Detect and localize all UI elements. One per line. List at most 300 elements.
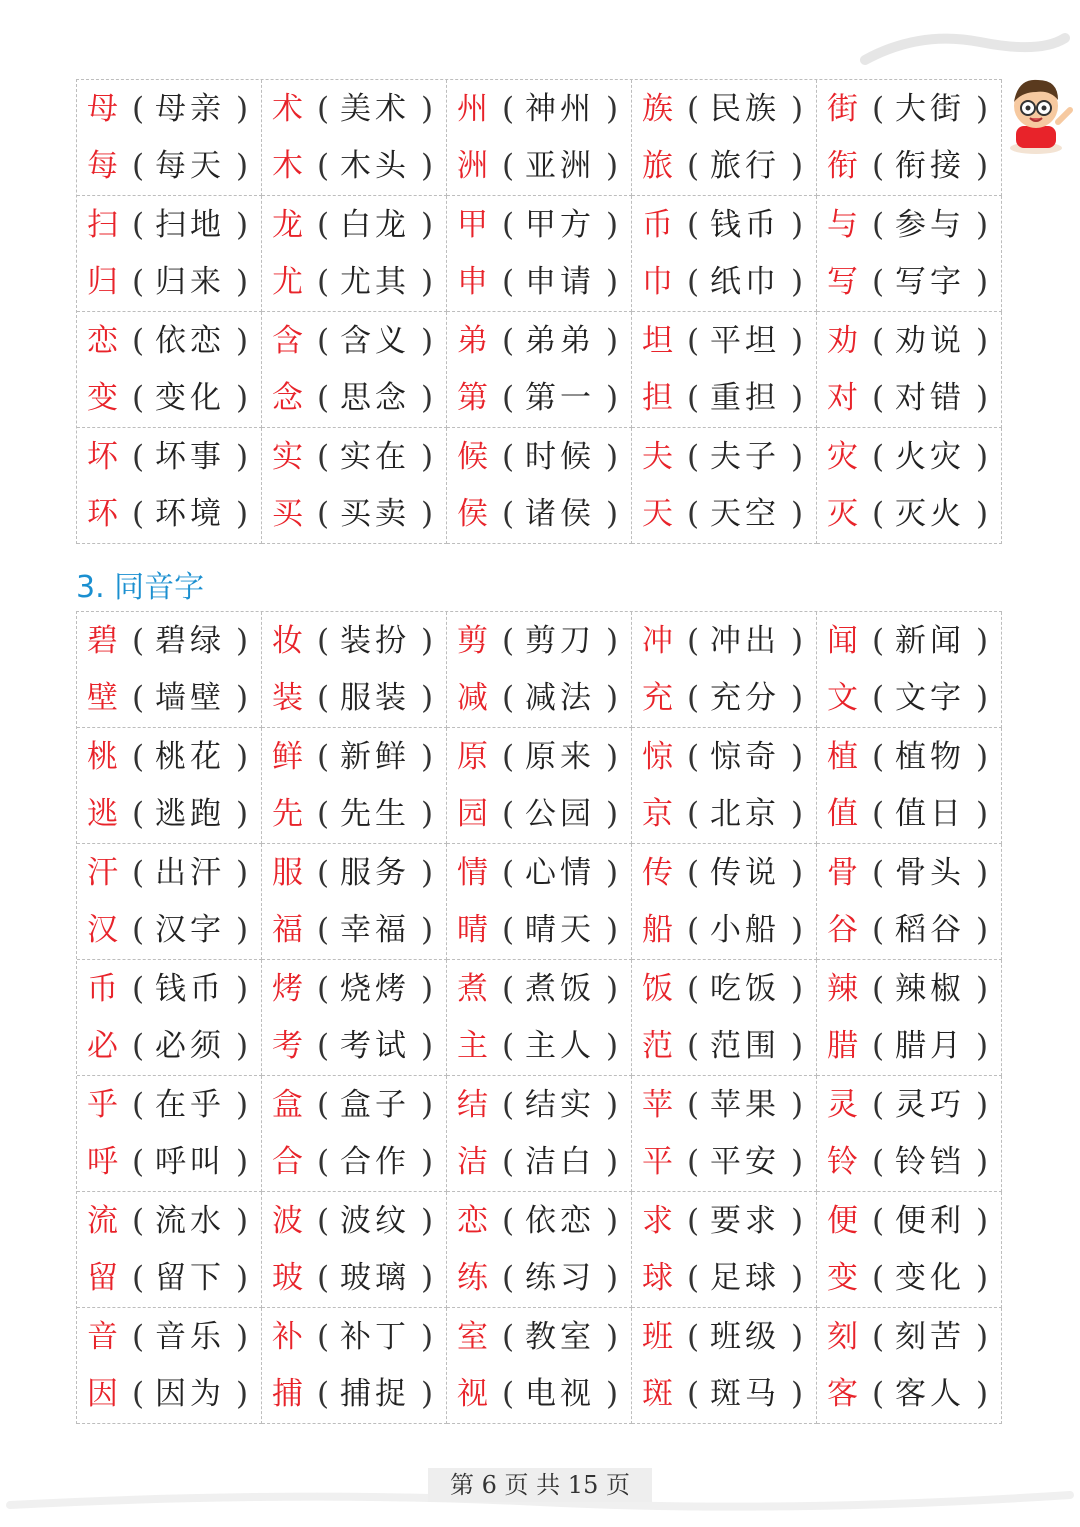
word-entry [642, 146, 816, 186]
target-character: 合 [272, 1144, 303, 1181]
open-paren: ( [316, 1376, 330, 1413]
word-entry [272, 89, 446, 129]
close-paren: ) [235, 680, 249, 717]
target-character: 求 [642, 1202, 673, 1239]
close-paren: ) [235, 148, 249, 185]
close-paren: ) [420, 796, 434, 833]
word-entry [642, 1317, 816, 1357]
close-paren: ) [420, 1028, 434, 1065]
example-word: 冲出 [710, 622, 780, 659]
close-paren: ) [605, 1260, 619, 1297]
word-entry [827, 969, 1001, 1009]
word-entry [272, 1317, 446, 1357]
target-character: 范 [642, 1028, 673, 1065]
example-word: 考试 [340, 1028, 410, 1065]
open-paren: ( [316, 496, 330, 533]
target-character: 坦 [642, 322, 673, 359]
example-word: 波纹 [340, 1202, 410, 1239]
close-paren: ) [420, 264, 434, 301]
target-character: 每 [87, 148, 118, 185]
example-word: 吃饭 [710, 970, 780, 1007]
close-paren: ) [790, 1144, 804, 1181]
open-paren: ( [871, 90, 885, 127]
word-entry [87, 621, 261, 661]
target-character: 候 [457, 438, 488, 475]
word-entry [642, 1142, 816, 1182]
close-paren: ) [605, 1318, 619, 1355]
open-paren: ( [131, 148, 145, 185]
open-paren: ( [316, 970, 330, 1007]
close-paren: ) [605, 1202, 619, 1239]
target-character: 饭 [642, 970, 673, 1007]
word-entry [87, 89, 261, 129]
word-cell [817, 1076, 1002, 1192]
example-word: 钱币 [155, 970, 225, 1007]
open-paren: ( [501, 148, 515, 185]
example-word: 装扮 [340, 622, 410, 659]
example-word: 辣椒 [895, 970, 965, 1007]
example-word: 平安 [710, 1144, 780, 1181]
example-word: 母亲 [155, 90, 225, 127]
example-word: 班级 [710, 1318, 780, 1355]
open-paren: ( [501, 738, 515, 775]
word-cell [632, 428, 817, 544]
close-paren: ) [605, 148, 619, 185]
word-entry [457, 321, 631, 361]
open-paren: ( [871, 1260, 885, 1297]
target-character: 桃 [87, 738, 118, 775]
word-cell [817, 1192, 1002, 1308]
example-word: 教室 [525, 1318, 595, 1355]
close-paren: ) [420, 148, 434, 185]
example-word: 小船 [710, 912, 780, 949]
target-character: 平 [642, 1144, 673, 1181]
word-cell [447, 728, 632, 844]
open-paren: ( [501, 912, 515, 949]
example-word: 弟弟 [525, 322, 595, 359]
example-word: 合作 [340, 1144, 410, 1181]
target-character: 波 [272, 1202, 303, 1239]
open-paren: ( [871, 264, 885, 301]
word-cell [447, 612, 632, 728]
open-paren: ( [871, 970, 885, 1007]
example-word: 洁白 [525, 1144, 595, 1181]
target-character: 腊 [827, 1028, 858, 1065]
close-paren: ) [420, 1376, 434, 1413]
target-character: 植 [827, 738, 858, 775]
example-word: 盒子 [340, 1086, 410, 1123]
example-word: 亚洲 [525, 148, 595, 185]
word-cell [77, 960, 262, 1076]
word-cell [632, 960, 817, 1076]
word-entry [642, 89, 816, 129]
page-number: 第 6 页 共 15 页 [428, 1468, 652, 1502]
target-character: 煮 [457, 970, 488, 1007]
close-paren: ) [975, 496, 989, 533]
open-paren: ( [686, 912, 700, 949]
target-character: 留 [87, 1260, 118, 1297]
word-entry [457, 494, 631, 534]
example-word: 斑马 [710, 1376, 780, 1413]
word-entry [827, 737, 1001, 777]
target-character: 街 [827, 90, 858, 127]
word-entry [827, 621, 1001, 661]
word-cell [632, 1076, 817, 1192]
word-entry [827, 89, 1001, 129]
target-character: 文 [827, 680, 858, 717]
example-word: 出汗 [155, 854, 225, 891]
target-character: 坏 [87, 438, 118, 475]
target-character: 情 [457, 854, 488, 891]
close-paren: ) [975, 380, 989, 417]
open-paren: ( [316, 854, 330, 891]
word-cell [817, 312, 1002, 428]
word-entry [87, 321, 261, 361]
example-word: 文字 [895, 680, 965, 717]
word-entry [642, 437, 816, 477]
open-paren: ( [871, 1202, 885, 1239]
example-word: 留下 [155, 1260, 225, 1297]
word-cell [77, 196, 262, 312]
word-entry [827, 146, 1001, 186]
example-word: 先生 [340, 796, 410, 833]
close-paren: ) [605, 380, 619, 417]
word-entry [642, 205, 816, 245]
word-entry [87, 1201, 261, 1241]
word-entry [272, 1026, 446, 1066]
close-paren: ) [975, 1260, 989, 1297]
close-paren: ) [235, 322, 249, 359]
target-character: 灵 [827, 1086, 858, 1123]
open-paren: ( [316, 438, 330, 475]
target-character: 考 [272, 1028, 303, 1065]
word-entry [87, 737, 261, 777]
close-paren: ) [420, 738, 434, 775]
target-character: 视 [457, 1376, 488, 1413]
close-paren: ) [605, 912, 619, 949]
example-word: 劝说 [895, 322, 965, 359]
open-paren: ( [871, 1086, 885, 1123]
target-character: 写 [827, 264, 858, 301]
close-paren: ) [235, 738, 249, 775]
target-character: 烤 [272, 970, 303, 1007]
example-word: 旅行 [710, 148, 780, 185]
target-character: 旅 [642, 148, 673, 185]
word-cell [262, 612, 447, 728]
target-character: 申 [457, 264, 488, 301]
close-paren: ) [420, 322, 434, 359]
example-word: 变化 [155, 380, 225, 417]
close-paren: ) [790, 90, 804, 127]
word-entry [272, 146, 446, 186]
close-paren: ) [975, 90, 989, 127]
example-word: 服装 [340, 680, 410, 717]
word-cell [262, 428, 447, 544]
open-paren: ( [686, 264, 700, 301]
word-entry [827, 437, 1001, 477]
close-paren: ) [975, 438, 989, 475]
close-paren: ) [790, 322, 804, 359]
word-entry [457, 437, 631, 477]
word-cell [77, 312, 262, 428]
word-cell [447, 312, 632, 428]
target-character: 归 [87, 264, 118, 301]
close-paren: ) [420, 1144, 434, 1181]
word-entry [87, 1026, 261, 1066]
open-paren: ( [686, 1202, 700, 1239]
example-word: 苹果 [710, 1086, 780, 1123]
open-paren: ( [686, 322, 700, 359]
word-cell [817, 1308, 1002, 1424]
target-character: 变 [87, 380, 118, 417]
word-entry [87, 262, 261, 302]
open-paren: ( [686, 1260, 700, 1297]
word-entry [272, 969, 446, 1009]
close-paren: ) [420, 206, 434, 243]
word-entry [457, 1374, 631, 1414]
word-cell [77, 80, 262, 196]
close-paren: ) [420, 1260, 434, 1297]
target-character: 刻 [827, 1318, 858, 1355]
close-paren: ) [790, 970, 804, 1007]
example-word: 墙壁 [155, 680, 225, 717]
word-cell [262, 960, 447, 1076]
open-paren: ( [871, 680, 885, 717]
open-paren: ( [316, 1202, 330, 1239]
target-character: 班 [642, 1318, 673, 1355]
target-character: 术 [272, 90, 303, 127]
example-word: 电视 [525, 1376, 595, 1413]
example-word: 客人 [895, 1376, 965, 1413]
target-character: 剪 [457, 622, 488, 659]
open-paren: ( [316, 622, 330, 659]
word-entry [272, 321, 446, 361]
open-paren: ( [131, 796, 145, 833]
word-entry [827, 678, 1001, 718]
target-character: 巾 [642, 264, 673, 301]
example-word: 买卖 [340, 496, 410, 533]
polyphonic-grid [76, 79, 1002, 544]
close-paren: ) [975, 206, 989, 243]
close-paren: ) [235, 1202, 249, 1239]
word-cell [632, 196, 817, 312]
close-paren: ) [235, 1144, 249, 1181]
word-cell [817, 960, 1002, 1076]
open-paren: ( [316, 90, 330, 127]
word-entry [642, 678, 816, 718]
target-character: 灭 [827, 496, 858, 533]
open-paren: ( [316, 264, 330, 301]
target-character: 木 [272, 148, 303, 185]
close-paren: ) [420, 496, 434, 533]
close-paren: ) [975, 1086, 989, 1123]
word-entry [272, 205, 446, 245]
word-entry [827, 1317, 1001, 1357]
word-entry [87, 205, 261, 245]
word-entry [87, 853, 261, 893]
word-cell [262, 844, 447, 960]
example-word: 逃跑 [155, 796, 225, 833]
word-entry [642, 1201, 816, 1241]
target-character: 谷 [827, 912, 858, 949]
word-entry [642, 737, 816, 777]
close-paren: ) [790, 1260, 804, 1297]
example-word: 晴天 [525, 912, 595, 949]
word-entry [272, 1201, 446, 1241]
word-entry [827, 910, 1001, 950]
word-cell [262, 1308, 447, 1424]
word-entry [457, 910, 631, 950]
word-cell [632, 1308, 817, 1424]
word-cell [77, 1192, 262, 1308]
target-character: 必 [87, 1028, 118, 1065]
target-character: 玻 [272, 1260, 303, 1297]
close-paren: ) [420, 970, 434, 1007]
close-paren: ) [605, 1144, 619, 1181]
example-word: 原来 [525, 738, 595, 775]
open-paren: ( [686, 1086, 700, 1123]
example-word: 减法 [525, 680, 595, 717]
word-entry [272, 737, 446, 777]
example-word: 依恋 [525, 1202, 595, 1239]
example-word: 参与 [895, 206, 965, 243]
word-entry [272, 1142, 446, 1182]
close-paren: ) [605, 680, 619, 717]
word-entry [87, 794, 261, 834]
open-paren: ( [131, 970, 145, 1007]
target-character: 室 [457, 1318, 488, 1355]
close-paren: ) [420, 1086, 434, 1123]
example-word: 传说 [710, 854, 780, 891]
target-character: 担 [642, 380, 673, 417]
word-cell [447, 960, 632, 1076]
example-word: 第一 [525, 380, 595, 417]
open-paren: ( [501, 264, 515, 301]
target-character: 音 [87, 1318, 118, 1355]
example-word: 要求 [710, 1202, 780, 1239]
example-word: 在乎 [155, 1086, 225, 1123]
example-word: 骨头 [895, 854, 965, 891]
example-word: 扫地 [155, 206, 225, 243]
target-character: 尤 [272, 264, 303, 301]
close-paren: ) [605, 622, 619, 659]
word-entry [457, 1201, 631, 1241]
target-character: 练 [457, 1260, 488, 1297]
close-paren: ) [605, 90, 619, 127]
target-character: 环 [87, 496, 118, 533]
target-character: 减 [457, 680, 488, 717]
word-cell [262, 1076, 447, 1192]
target-character: 妆 [272, 622, 303, 659]
close-paren: ) [975, 912, 989, 949]
target-character: 侯 [457, 496, 488, 533]
close-paren: ) [975, 1376, 989, 1413]
target-character: 灾 [827, 438, 858, 475]
target-character: 充 [642, 680, 673, 717]
open-paren: ( [501, 1144, 515, 1181]
open-paren: ( [686, 496, 700, 533]
word-entry [87, 437, 261, 477]
close-paren: ) [975, 1202, 989, 1239]
open-paren: ( [501, 796, 515, 833]
example-word: 变化 [895, 1260, 965, 1297]
target-character: 币 [87, 970, 118, 1007]
word-entry [457, 621, 631, 661]
target-character: 鲜 [272, 738, 303, 775]
close-paren: ) [605, 438, 619, 475]
word-entry [457, 262, 631, 302]
target-character: 流 [87, 1202, 118, 1239]
example-word: 每天 [155, 148, 225, 185]
open-paren: ( [131, 496, 145, 533]
target-character: 洁 [457, 1144, 488, 1181]
word-cell [817, 728, 1002, 844]
close-paren: ) [790, 738, 804, 775]
word-entry [272, 378, 446, 418]
example-word: 值日 [895, 796, 965, 833]
open-paren: ( [316, 380, 330, 417]
example-word: 钱币 [710, 206, 780, 243]
close-paren: ) [975, 1318, 989, 1355]
example-word: 范围 [710, 1028, 780, 1065]
open-paren: ( [316, 796, 330, 833]
example-word: 白龙 [340, 206, 410, 243]
word-cell [77, 844, 262, 960]
word-entry [642, 1258, 816, 1298]
word-entry [642, 969, 816, 1009]
open-paren: ( [871, 1028, 885, 1065]
word-entry [642, 321, 816, 361]
example-word: 申请 [525, 264, 595, 301]
open-paren: ( [501, 1376, 515, 1413]
open-paren: ( [686, 970, 700, 1007]
example-word: 烧烤 [340, 970, 410, 1007]
example-word: 公园 [525, 796, 595, 833]
word-entry [642, 1374, 816, 1414]
close-paren: ) [790, 1318, 804, 1355]
target-character: 对 [827, 380, 858, 417]
target-character: 因 [87, 1376, 118, 1413]
word-cell [447, 196, 632, 312]
target-character: 州 [457, 90, 488, 127]
target-character: 先 [272, 796, 303, 833]
close-paren: ) [605, 1376, 619, 1413]
close-paren: ) [420, 622, 434, 659]
example-word: 主人 [525, 1028, 595, 1065]
word-cell [262, 80, 447, 196]
example-word: 夫子 [710, 438, 780, 475]
close-paren: ) [975, 148, 989, 185]
close-paren: ) [790, 622, 804, 659]
example-word: 美术 [340, 90, 410, 127]
target-character: 买 [272, 496, 303, 533]
close-paren: ) [605, 322, 619, 359]
close-paren: ) [790, 796, 804, 833]
example-word: 汉字 [155, 912, 225, 949]
word-cell [632, 844, 817, 960]
word-cell [77, 428, 262, 544]
example-word: 木头 [340, 148, 410, 185]
open-paren: ( [871, 322, 885, 359]
open-paren: ( [501, 680, 515, 717]
word-entry [827, 794, 1001, 834]
example-word: 实在 [340, 438, 410, 475]
open-paren: ( [131, 1028, 145, 1065]
word-entry [272, 853, 446, 893]
word-cell [817, 428, 1002, 544]
section-title: 3. 同音字 [76, 570, 205, 605]
example-word: 铃铛 [895, 1144, 965, 1181]
